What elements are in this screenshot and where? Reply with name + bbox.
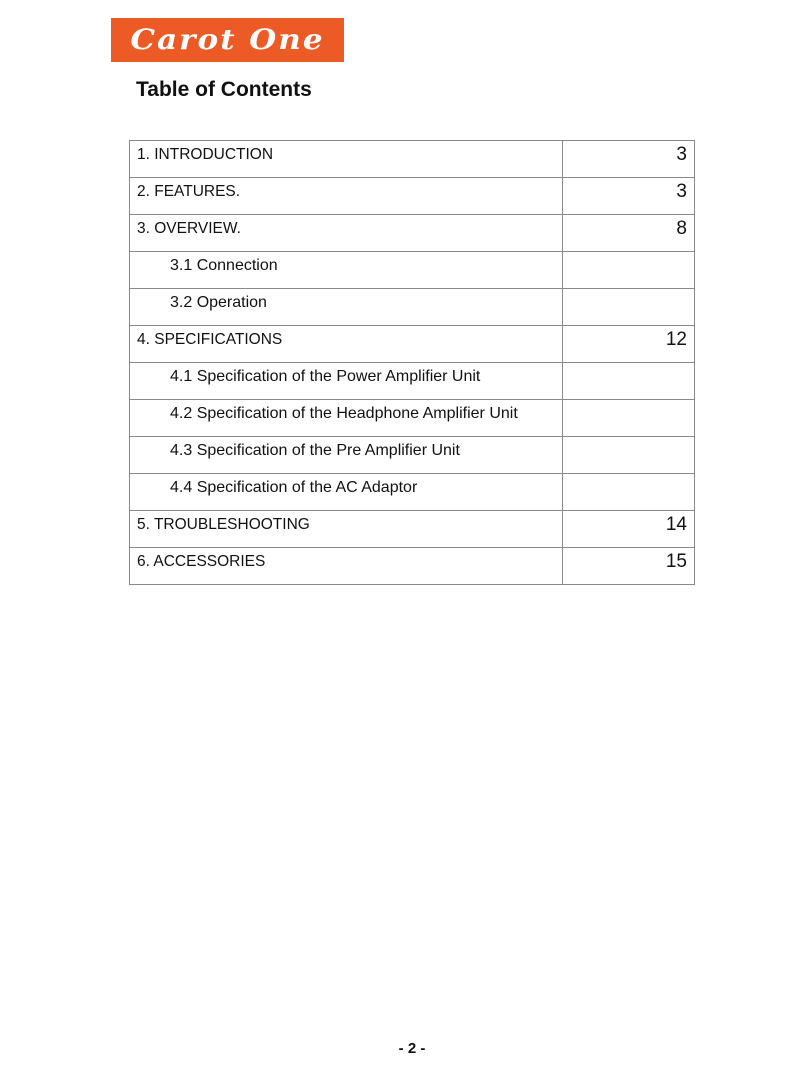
toc-entry-page [563,289,695,326]
brand-logo-text: Carot One [130,23,325,56]
page-number: - 2 - [398,1040,426,1057]
toc-entry-title: 5. TROUBLESHOOTING [130,511,563,548]
toc-row [130,326,695,363]
toc-row [130,141,695,178]
brand-logo [111,18,344,62]
toc-subentry-title: 4.3 Specification of the Pre Amplifier Unit [130,437,563,474]
toc-entry-title: 4. SPECIFICATIONS [130,326,563,363]
toc-row [130,511,695,548]
toc-entry-page: 3 [563,141,695,178]
page-title: Table of Contents [136,78,312,101]
toc-entry-title: 6. ACCESSORIES [130,548,563,585]
toc-row [130,400,695,437]
toc-row [130,437,695,474]
toc-entry-page: 14 [563,511,695,548]
toc-row [130,178,695,215]
toc-entry-page [563,363,695,400]
toc-row [130,474,695,511]
toc-entry-page: 8 [563,215,695,252]
toc-row [130,289,695,326]
toc-entry-title: 3. OVERVIEW. [130,215,563,252]
toc-subentry-title: 3.1 Connection [130,252,563,289]
toc-row [130,252,695,289]
toc-subentry-title: 4.1 Specification of the Power Amplifier Unit [130,363,563,400]
toc-entry-page: 15 [563,548,695,585]
toc-entry-title: 2. FEATURES. [130,178,563,215]
toc-subentry-title: 3.2 Operation [130,289,563,326]
toc-entry-page [563,400,695,437]
toc-entry-page [563,252,695,289]
toc-subentry-title: 4.2 Specification of the Headphone Amplifier Unit [130,400,563,437]
toc-entry-page [563,474,695,511]
toc-entry-page: 3 [563,178,695,215]
toc-subentry-title: 4.4 Specification of the AC Adaptor [130,474,563,511]
toc-row [130,363,695,400]
toc-entry-title: 1. INTRODUCTION [130,141,563,178]
toc-row [130,548,695,585]
toc-row [130,215,695,252]
toc-entry-page [563,437,695,474]
toc-entry-page: 12 [563,326,695,363]
toc-table [129,140,695,585]
